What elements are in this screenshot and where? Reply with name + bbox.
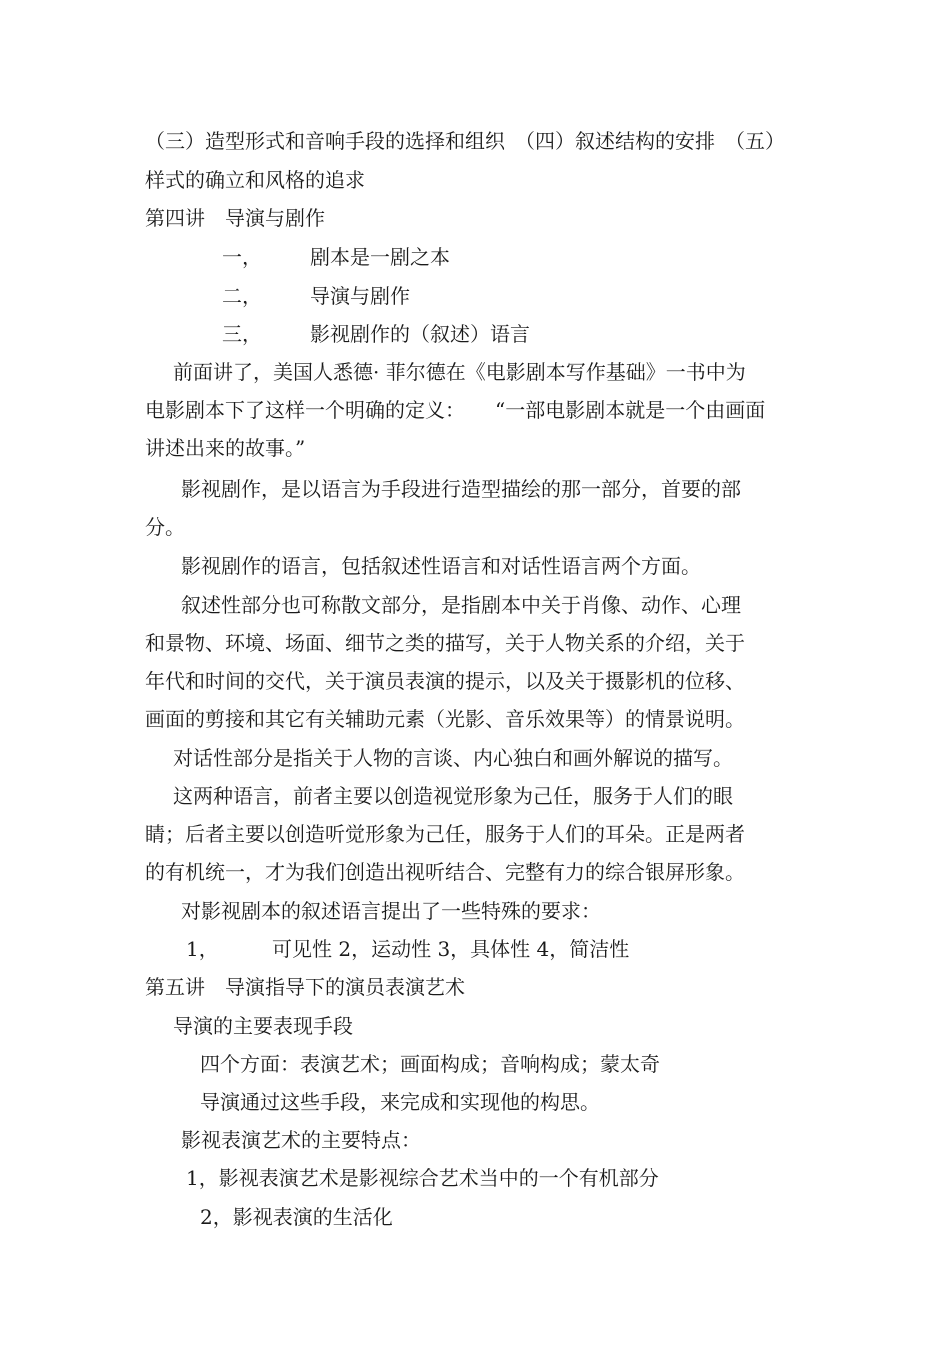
list-number: 一， (222, 245, 262, 269)
text-line: 样式的确立和风格的追求 (145, 168, 365, 192)
text-line: 导演通过这些手段，来完成和实现他的构思。 (200, 1090, 600, 1114)
text-line: 前面讲了，美国人悉德· 菲尔德在《电影剧本写作基础》一书中为 (173, 360, 746, 384)
list-number: 三， (222, 322, 262, 346)
text-line: 对话性部分是指关于人物的言谈、内心独白和画外解说的描写。 (173, 746, 733, 770)
text-line: 1，影视表演艺术是影视综合艺术当中的一个有机部分 (186, 1166, 659, 1190)
text-line: 这两种语言，前者主要以创造视觉形象为己任，服务于人们的眼 (173, 784, 733, 808)
text-line: 的有机统一，才为我们创造出视听结合、完整有力的综合银屏形象。 (145, 860, 745, 884)
section-heading: 第五讲 导演指导下的演员表演艺术 (145, 975, 465, 999)
list-number: 1， (186, 937, 219, 961)
text-line: 影视表演艺术的主要特点： (181, 1128, 421, 1152)
list-number: 二， (222, 284, 262, 308)
text-line: 影视剧作的语言，包括叙述性语言和对话性语言两个方面。 (181, 554, 701, 578)
text-line: （三）造型形式和音响手段的选择和组织 （四）叙述结构的安排 （五） (145, 129, 785, 153)
list-item-text: 剧本是一剧之本 (310, 245, 450, 269)
text-line: 年代和时间的交代，关于演员表演的提示，以及关于摄影机的位移、 (145, 669, 745, 693)
text-line: 讲述出来的故事。” (145, 436, 306, 460)
text-line: 和景物、环境、场面、细节之类的描写，关于人物关系的介绍，关于 (145, 631, 745, 655)
text-line: 2，影视表演的生活化 (200, 1205, 393, 1229)
list-item-text: 可见性 2，运动性 3，具体性 4，简洁性 (272, 937, 630, 961)
text-line: 影视剧作，是以语言为手段进行造型描绘的那一部分，首要的部 (181, 477, 741, 501)
text-line: 四个方面：表演艺术；画面构成；音响构成；蒙太奇 (200, 1052, 660, 1076)
text-line: 分。 (145, 515, 185, 539)
text-line: 画面的剪接和其它有关辅助元素（光影、音乐效果等）的情景说明。 (145, 707, 745, 731)
text-line: 对影视剧本的叙述语言提出了一些特殊的要求： (181, 899, 601, 923)
text-line: 叙述性部分也可称散文部分，是指剧本中关于肖像、动作、心理 (181, 593, 741, 617)
list-item-text: 导演与剧作 (310, 284, 410, 308)
text-line: 导演的主要表现手段 (173, 1014, 353, 1038)
text-line: 电影剧本下了这样一个明确的定义： “一部电影剧本就是一个由画面 (145, 398, 766, 422)
list-item-text: 影视剧作的（叙述）语言 (310, 322, 530, 346)
section-heading: 第四讲 导演与剧作 (145, 206, 325, 230)
text-line: 睛；后者主要以创造听觉形象为己任，服务于人们的耳朵。正是两者 (145, 822, 745, 846)
